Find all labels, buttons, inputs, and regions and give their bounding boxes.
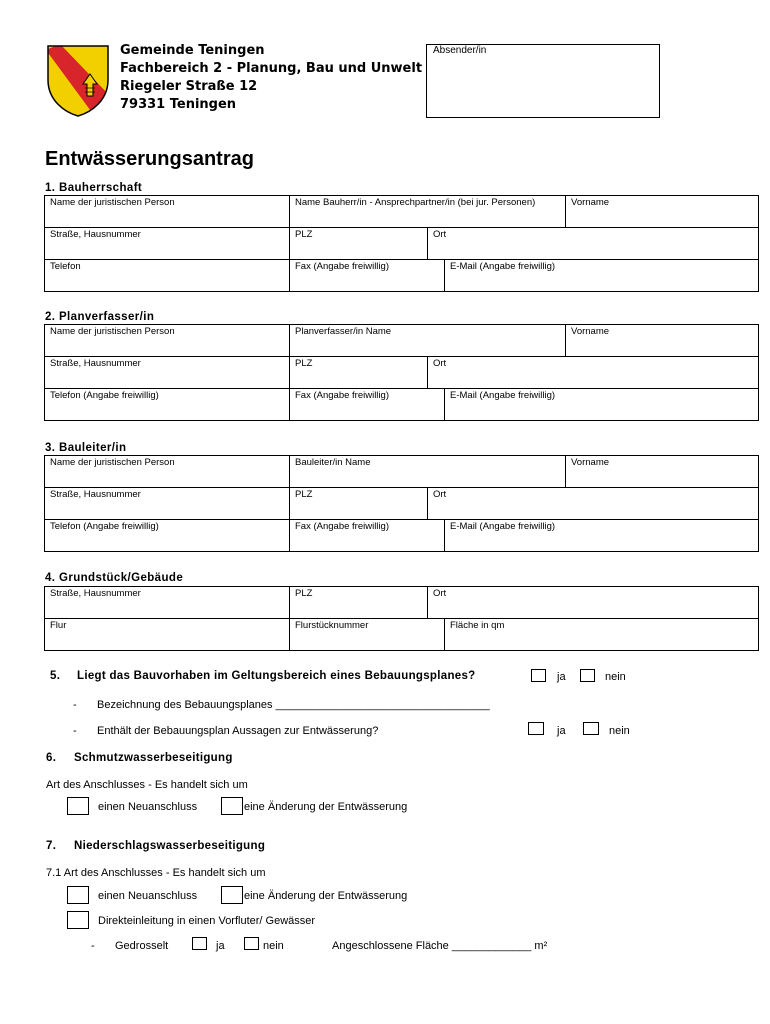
s7-neuanschluss-label: einen Neuanschluss <box>98 890 198 902</box>
field-flur[interactable]: Flur <box>45 619 290 651</box>
coat-of-arms-logo <box>46 44 110 118</box>
municipality-address <box>120 42 422 114</box>
s7-direkteinleitung-checkbox[interactable] <box>67 911 89 929</box>
s5b-nein-checkbox[interactable] <box>583 722 599 735</box>
section-2-heading: 2. Planverfasser/in <box>45 311 155 323</box>
s7-direkteinleitung-label: Direkteinleitung in einen Vorfluter/ Gewässer <box>98 915 316 927</box>
s6-aenderung-label: eine Änderung der Entwässerung <box>244 801 408 813</box>
s6-aenderung-checkbox[interactable] <box>221 797 243 815</box>
s5-dash-1: - <box>73 699 77 711</box>
section-3-table <box>44 455 759 552</box>
field-ort[interactable]: Ort <box>428 488 759 520</box>
s5-nein-label: nein <box>605 671 626 683</box>
field-flaeche[interactable]: Fläche in qm <box>445 619 759 651</box>
field-telefon[interactable]: Telefon <box>45 260 290 292</box>
field-plz[interactable]: PLZ <box>290 488 428 520</box>
field-telefon[interactable]: Telefon (Angabe freiwillig) <box>45 389 290 421</box>
s7-aenderung-checkbox[interactable] <box>221 886 243 904</box>
field-plz[interactable]: PLZ <box>290 357 428 389</box>
sender-label: Absender/in <box>433 45 487 56</box>
field-ort[interactable]: Ort <box>428 228 759 260</box>
s7-dash: - <box>91 940 95 952</box>
field-name-jur-person[interactable]: Name der juristischen Person <box>45 196 290 228</box>
s7-intro: 7.1 Art des Anschlusses - Es handelt sich um <box>46 867 266 879</box>
section-7-heading: Niederschlagswasserbeseitigung <box>74 840 266 852</box>
field-name-bauherr[interactable]: Name Bauherr/in - Ansprechpartner/in (bei jur. Personen) <box>290 196 566 228</box>
field-plz[interactable]: PLZ <box>290 228 428 260</box>
s5-entwaesserung-question: Enthält der Bebauungsplan Aussagen zur Entwässerung? <box>97 725 379 737</box>
s5b-nein-label: nein <box>609 725 630 737</box>
s5b-ja-checkbox[interactable] <box>528 722 544 735</box>
section-1-table <box>44 195 759 292</box>
field-strasse[interactable]: Straße, Hausnummer <box>45 488 290 520</box>
section-5-number: 5. <box>50 670 61 682</box>
s5-dash-2: - <box>73 725 77 737</box>
field-plz[interactable]: PLZ <box>290 587 428 619</box>
field-email[interactable]: E-Mail (Angabe freiwillig) <box>445 260 759 292</box>
field-flurstuecknummer[interactable]: Flurstücknummer <box>290 619 445 651</box>
s6-intro: Art des Anschlusses - Es handelt sich um <box>46 779 248 791</box>
field-vorname[interactable]: Vorname <box>566 196 759 228</box>
s7-angeschlossene-flaeche[interactable]: Angeschlossene Fläche _____________ m² <box>332 940 548 952</box>
sender-box[interactable] <box>426 44 660 118</box>
field-strasse[interactable]: Straße, Hausnummer <box>45 228 290 260</box>
s7-gedrosselt-ja-checkbox[interactable] <box>192 937 207 950</box>
field-strasse[interactable]: Straße, Hausnummer <box>45 357 290 389</box>
field-ort[interactable]: Ort <box>428 587 759 619</box>
s5-bebauungsplan-name[interactable]: Bezeichnung des Bebauungsplanes ___________________________________ <box>97 699 490 711</box>
s7-gedrosselt-nein-label: nein <box>263 940 284 952</box>
s7-gedrosselt-label: Gedrosselt <box>115 940 169 952</box>
s5-ja-checkbox[interactable] <box>531 669 546 682</box>
section-6-number: 6. <box>46 752 57 764</box>
field-email[interactable]: E-Mail (Angabe freiwillig) <box>445 520 759 552</box>
s5-nein-checkbox[interactable] <box>580 669 595 682</box>
address-line-3: Riegeler Straße 12 <box>120 79 258 94</box>
field-fax[interactable]: Fax (Angabe freiwillig) <box>290 520 445 552</box>
s5b-ja-label: ja <box>557 725 566 737</box>
field-vorname[interactable]: Vorname <box>566 325 759 357</box>
s7-aenderung-label: eine Änderung der Entwässerung <box>244 890 408 902</box>
address-line-1: Gemeinde Teningen <box>120 43 265 58</box>
field-strasse[interactable]: Straße, Hausnummer <box>45 587 290 619</box>
section-6-heading: Schmutzwasserbeseitigung <box>74 752 233 764</box>
section-4-heading: 4. Grundstück/Gebäude <box>45 572 184 584</box>
section-7-number: 7. <box>46 840 57 852</box>
address-line-2: Fachbereich 2 - Planung, Bau und Unwelt <box>120 61 423 76</box>
field-fax[interactable]: Fax (Angabe freiwillig) <box>290 389 445 421</box>
section-2-table <box>44 324 759 421</box>
field-planverfasser-name[interactable]: Planverfasser/in Name <box>290 325 566 357</box>
s5-ja-label: ja <box>557 671 566 683</box>
s7-gedrosselt-nein-checkbox[interactable] <box>244 937 259 950</box>
s7-neuanschluss-checkbox[interactable] <box>67 886 89 904</box>
field-ort[interactable]: Ort <box>428 357 759 389</box>
field-name-jur-person[interactable]: Name der juristischen Person <box>45 325 290 357</box>
s6-neuanschluss-label: einen Neuanschluss <box>98 801 198 813</box>
field-vorname[interactable]: Vorname <box>566 456 759 488</box>
page-title: Entwässerungsantrag <box>45 148 254 170</box>
field-name-jur-person[interactable]: Name der juristischen Person <box>45 456 290 488</box>
address-line-4: 79331 Teningen <box>120 97 237 112</box>
section-1-heading: 1. Bauherrschaft <box>45 182 143 194</box>
section-5-question: Liegt das Bauvorhaben im Geltungsbereich eines Bebauungsplanes? <box>77 670 476 682</box>
field-bauleiter-name[interactable]: Bauleiter/in Name <box>290 456 566 488</box>
s6-neuanschluss-checkbox[interactable] <box>67 797 89 815</box>
field-email[interactable]: E-Mail (Angabe freiwillig) <box>445 389 759 421</box>
section-3-heading: 3. Bauleiter/in <box>45 442 127 454</box>
field-fax[interactable]: Fax (Angabe freiwillig) <box>290 260 445 292</box>
field-telefon[interactable]: Telefon (Angabe freiwillig) <box>45 520 290 552</box>
section-4-table <box>44 586 759 651</box>
s7-gedrosselt-ja-label: ja <box>216 940 225 952</box>
